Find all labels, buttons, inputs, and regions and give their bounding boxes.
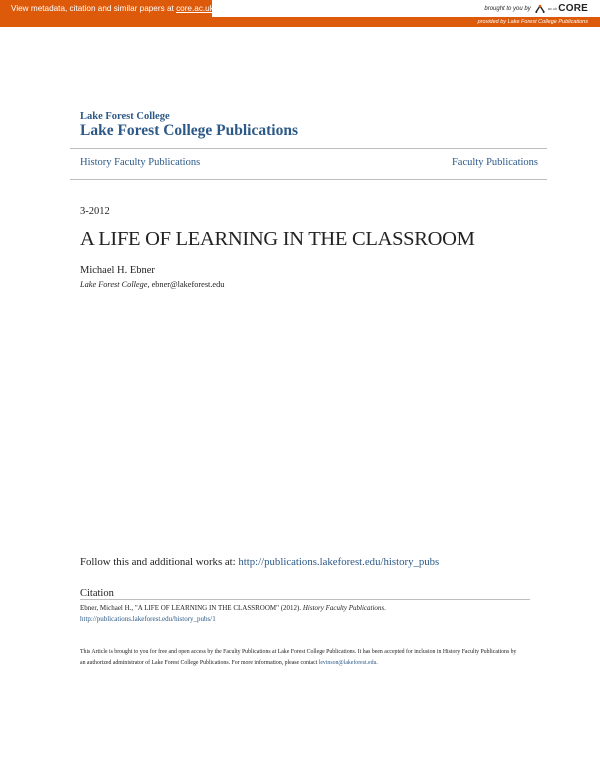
citation-text: Ebner, Michael H., "A LIFE OF LEARNING IN THE CLASSROOM" (2012).: [80, 604, 303, 612]
follow-text: Follow this and additional works at:: [80, 556, 239, 568]
article-title: A LIFE OF LEARNING IN THE CLASSROOM: [80, 228, 475, 250]
affiliation-email: , ebner@lakeforest.edu: [147, 280, 225, 289]
citation-series-suffix: .: [384, 604, 386, 612]
affiliation-institution: Lake Forest College: [80, 280, 148, 289]
faculty-publications-link[interactable]: Faculty Publications: [451, 157, 538, 168]
follow-line: [80, 556, 439, 568]
citation-heading: Citation: [80, 588, 114, 599]
core-metadata-bar: [0, 0, 212, 17]
core-metadata-text: View metadata, citation and similar papers at: [11, 4, 177, 13]
notice-suffix: .: [376, 660, 378, 666]
provided-by-text: provided by Lake Forest College Publications: [477, 19, 588, 25]
notice-text: This Article is brought to you for free and open access by the Faculty Publications at Lake Forest College Publications. It has been accepted for inclusion in History Faculty Publications by an authorized administrator of Lake Forest College Publications. For more information, please contact: [80, 649, 517, 666]
citation-url-link[interactable]: http://publications.lakeforest.edu/history_pubs/1: [80, 615, 216, 623]
author-affiliation: [80, 280, 224, 289]
access-notice: [80, 647, 520, 669]
publication-date: 3-2012: [80, 206, 110, 217]
institution-name-link[interactable]: Lake Forest College Publications: [80, 122, 298, 139]
core-logo-subtext: ac.uk: [547, 6, 558, 11]
author-name: Michael H. Ebner: [80, 265, 155, 276]
divider-top: [70, 148, 547, 149]
divider-bottom: [70, 179, 547, 180]
citation-divider: [80, 599, 530, 600]
core-provided-by-bar: [0, 17, 600, 27]
core-brand[interactable]: [484, 0, 588, 17]
core-link[interactable]: core.ac.uk: [176, 4, 214, 13]
citation-series: History Faculty Publications: [302, 604, 385, 612]
core-logo[interactable]: [534, 3, 588, 15]
brought-by-text: brought to you by: [484, 5, 531, 12]
citation-body: [80, 603, 386, 625]
contact-email-link[interactable]: levinson@lakeforest.edu: [318, 660, 377, 666]
follow-url-link[interactable]: http://publications.lakeforest.edu/history_pubs: [238, 556, 440, 568]
core-logo-icon: [534, 3, 546, 15]
core-logo-text: CORE: [558, 3, 588, 14]
history-faculty-publications-link[interactable]: History Faculty Publications: [80, 157, 201, 168]
core-banner: [0, 0, 600, 17]
institution-name-small: Lake Forest College: [80, 111, 170, 122]
